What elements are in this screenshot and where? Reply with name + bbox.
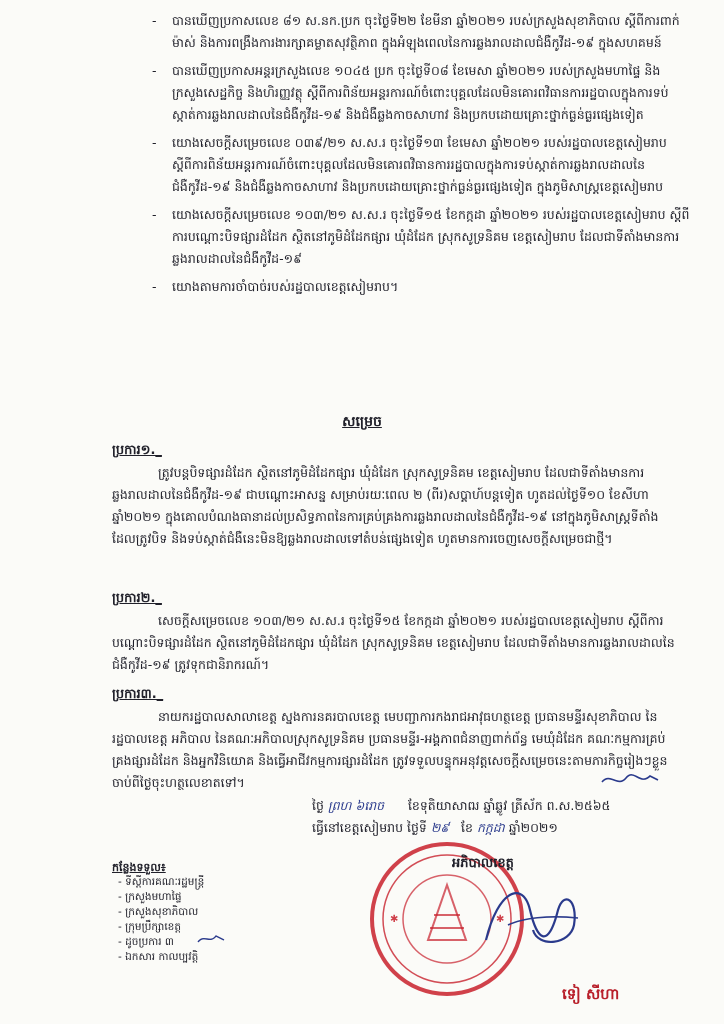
solar-date xyxy=(312,818,558,838)
reference-item: - យោងសេចក្តីសម្រេចលេខ ១០៣/២១ ស.ស.រ ចុះថ្ងៃទី១៥ ខែកក្កដា ឆ្នាំ២០២១ របស់រដ្ឋបាលខេត្តសៀមរាប ស្តីពីការបណ្តោះបិទផ្សារដំដែក ស្ថិតនៅភូមិដំដែកផ្សារ ឃុំដំដែក ស្រុកសូទ្រនិគម ខេត្តសៀមរាប ដែលជាទីតាំងមានការឆ្លងរាលដាលនៃជំងឺកូវីដ-១៩ xyxy=(152,207,690,266)
initial-mark-icon xyxy=(600,770,660,790)
reference-item: - បានឃើញប្រកាសលេខ ៨១ ស.នក.ប្រក ចុះថ្ងៃទី២២ ខែមីនា ឆ្នាំ២០២១ របស់ក្រសួងសុខាភិបាល ស្តីពីការពាក់ម៉ាស់ និងការពង្រឹងការងារក្សាគម្លាតសុវត្ថិភាព ក្នុងអំឡុងពេលនៃការឆ្លងរាលដាលជំងឺកូវីដ-១៩ ក្នុងសហគមន៍ xyxy=(152,13,680,50)
reference-list xyxy=(150,10,690,304)
reference-text: យោងតាមការចាំបាច់របស់រដ្ឋបាលខេត្តសៀមរាប។ xyxy=(172,279,399,294)
recipients-heading: កន្លែងទទួល៖ xyxy=(112,861,166,874)
recipient-item: - ដូចប្រការ ៣ xyxy=(118,936,174,948)
signer-name: ទៀ សីហា xyxy=(562,985,620,1003)
solar-date-month-label: ខែ xyxy=(461,820,473,835)
solar-date-year: ឆ្នាំ២០២១ xyxy=(508,820,558,835)
reference-text: បានឃើញប្រកាសអន្តរក្រសួងលេខ ១០៤៥ ប្រក ចុះថ្ងៃទី០៨ ខែមេសា ឆ្នាំ២០២១ របស់ក្រសួងមហាផ្ទៃ និងក្រសួងសេដ្ឋកិច្ច និងហិរញ្ញវត្ថុ ស្តីពីការពិន័យអន្តរការណ៍ចំពោះបុគ្គលដែលមិនគោរពវិធានការរដ្ឋបាលក្នុងការទប់ស្កាត់ការឆ្លងរាលដាលនៃជំងឺកូវីដ-១៩ និងជំងឺឆ្លងកាចសាហាវ និងប្រកបដោយគ្រោះថ្នាក់ធ្ងន់ធ្ងរផ្សេងទៀត xyxy=(172,63,669,122)
solar-date-prefix: ធ្វើនៅខេត្តសៀមរាប ថ្ងៃទី xyxy=(312,820,427,835)
recipient-initial-icon xyxy=(196,932,226,946)
lunar-date-rest: ខែទុតិយាសាឍ ឆ្នាំឆ្លូវ ត្រីស័ក ព.ស.២៥៦៥ xyxy=(407,798,611,813)
signature-icon xyxy=(478,870,588,960)
article-3-body: នាយករដ្ឋបាលសាលាខេត្ត ស្នងការនគរបាលខេត្ត មេបញ្ជាការកងរាជអាវុធហត្ថខេត្ត ប្រធានមន្ទីរសុខាភិបាល នៃរដ្ឋបាលខេត្ត អភិបាល នៃគណៈអភិបាលស្រុកសូទ្រនិគម ប្រធានមន្ទីរ-អង្គភាពជំនាញពាក់ព័ន្ធ មេឃុំដំដែក គណៈកម្មការគ្រប់គ្រងផ្សារដំដែក និងអ្នកវិនិយោគ និងធ្វើអាជីវកម្មការផ្សារដំដែក ត្រូវទទួលបន្ទុកអនុវត្តសេចក្តីសម្រេចនេះតាមភារកិច្ចរៀងៗខ្លួន ចាប់ពីថ្ងៃចុះហត្ថលេខាតទៅ។ xyxy=(112,709,668,790)
recipient-item: - ក្រុមប្រឹក្សាខេត្ត xyxy=(118,921,182,933)
reference-item: - បានឃើញប្រកាសអន្តរក្រសួងលេខ ១០៤៥ ប្រក ចុះថ្ងៃទី០៨ ខែមេសា ឆ្នាំ២០២១ របស់ក្រសួងមហាផ្ទៃ និងក្រសួងសេដ្ឋកិច្ច និងហិរញ្ញវត្ថុ ស្តីពីការពិន័យអន្តរការណ៍ចំពោះបុគ្គលដែលមិនគោរពវិធានការរដ្ឋបាលក្នុងការទប់ស្កាត់ការឆ្លងរាលដាលនៃជំងឺកូវីដ-១៩ និងជំងឺឆ្លងកាចសាហាវ និងប្រកបដោយគ្រោះថ្នាក់ធ្ងន់ធ្ងរផ្សេងទៀត xyxy=(152,63,669,122)
solar-date-month: កក្កដា xyxy=(476,820,505,835)
svg-text:✱: ✱ xyxy=(390,914,399,925)
svg-text:✱: ✱ xyxy=(496,914,505,925)
reference-text: យោងសេចក្តីសម្រេចលេខ ០៣៩/២១ ស.ស.រ ចុះថ្ងៃទី១៣ ខែមេសា ឆ្នាំ២០២១ របស់រដ្ឋបាលខេត្តសៀមរាប ស្តីពីការពិន័យអន្តរការណ៍ចំពោះបុគ្គលដែលមិនគោរពវិធានការរដ្ឋបាលក្នុងការទប់ស្កាត់ការឆ្លងរាលដាលនៃជំងឺកូវីដ-១៩ និងជំងឺឆ្លងកាចសាហាវ និងប្រកបដោយគ្រោះថ្នាក់ធ្ងន់ធ្ងរផ្សេងទៀត ក្នុងភូមិសាស្ត្រខេត្តសៀមរាប xyxy=(172,135,667,194)
reference-text: បានឃើញប្រកាសលេខ ៨១ ស.នក.ប្រក ចុះថ្ងៃទី២២ ខែមីនា ឆ្នាំ២០២១ របស់ក្រសួងសុខាភិបាល ស្តីពីការពាក់ម៉ាស់ និងការពង្រឹងការងារក្សាគម្លាតសុវត្ថិភាព ក្នុងអំឡុងពេលនៃការឆ្លងរាលដាលជំងឺកូវីដ-១៩ ក្នុងសហគមន៍ xyxy=(172,13,680,50)
position-title: អភិបាលខេត្ត xyxy=(452,856,514,871)
article-2-body: សេចក្តីសម្រេចលេខ ១០៣/២១ ស.ស.រ ចុះថ្ងៃទី១៥ ខែកក្កដា ឆ្នាំ២០២១ របស់រដ្ឋបាលខេត្តសៀមរាប ស្តីពីការបណ្តោះបិទផ្សារដំដែក ស្ថិតនៅភូមិដំដែកផ្សារ ឃុំដំដែក ស្រុកសូទ្រនិគម ខេត្តសៀមរាប ដែលជាទីតាំងមានការឆ្លងរាលដាលនៃជំងឺកូវីដ-១៩ ត្រូវទុកជានិរាករណ៍។ xyxy=(112,613,675,672)
reference-item: - យោងសេចក្តីសម្រេចលេខ ០៣៩/២១ ស.ស.រ ចុះថ្ងៃទី១៣ ខែមេសា ឆ្នាំ២០២១ របស់រដ្ឋបាលខេត្តសៀមរាប ស្តីពីការពិន័យអន្តរការណ៍ចំពោះបុគ្គលដែលមិនគោរពវិធានការរដ្ឋបាលក្នុងការទប់ស្កាត់ការឆ្លងរាលដាលនៃជំងឺកូវីដ-១៩ និងជំងឺឆ្លងកាចសាហាវ និងប្រកបដោយគ្រោះថ្នាក់ធ្ងន់ធ្ងរផ្សេងទៀត ក្នុងភូមិសាស្ត្រខេត្តសៀមរាប xyxy=(152,135,667,194)
reference-item: - យោងតាមការចាំបាច់របស់រដ្ឋបាលខេត្តសៀមរាប។ xyxy=(152,279,399,294)
article-2-heading: ប្រការ២._ xyxy=(112,591,162,606)
lunar-date xyxy=(312,796,610,816)
recipient-item: - ទីស្តីការគណៈរដ្ឋមន្ត្រី xyxy=(118,876,205,888)
decision-title: សម្រេច xyxy=(342,414,382,430)
lunar-date-handwritten: ព្រហ ៦រោច xyxy=(327,798,385,813)
recipient-item: - ក្រសួងសុខាភិបាល xyxy=(118,906,199,918)
recipient-item: - ក្រសួងមហាផ្ទៃ xyxy=(118,891,182,903)
solar-date-day: ២៩ xyxy=(430,820,450,835)
reference-text: យោងសេចក្តីសម្រេចលេខ ១០៣/២១ ស.ស.រ ចុះថ្ងៃទី១៥ ខែកក្កដា ឆ្នាំ២០២១ របស់រដ្ឋបាលខេត្តសៀមរាប ស្តីពីការបណ្តោះបិទផ្សារដំដែក ស្ថិតនៅភូមិដំដែកផ្សារ ឃុំដំដែក ស្រុកសូទ្រនិគម ខេត្តសៀមរាប ដែលជាទីតាំងមានការឆ្លងរាលដាលនៃជំងឺកូវីដ-១៩ xyxy=(172,207,690,266)
lunar-date-prefix: ថ្ងៃ xyxy=(312,798,324,813)
recipients-block xyxy=(112,860,262,965)
article-1-body: ត្រូវបន្តបិទផ្សារដំដែក ស្ថិតនៅភូមិដំដែកផ្សារ ឃុំដំដែក ស្រុកសូទ្រនិគម ខេត្តសៀមរាប ដែលជាទីតាំងមានការឆ្លងរាលដាលនៃជំងឺកូវីដ-១៩ ជាបណ្តោះអាសន្ន សម្រាប់រយៈពេល ២ (ពីរ)សប្តាហ៍បន្តទៀត ហូតដល់ថ្ងៃទី១០ ខែសីហា ឆ្នាំ២០២១ ក្នុងគោលបំណងធានាដល់ប្រសិទ្ធភាពនៃការគ្រប់គ្រងការឆ្លងរាលដាលនៃជំងឺកូវីដ-១៩ នៅក្នុងភូមិសាស្ត្រទីតាំងដែលត្រូវបិទ និងទប់ស្កាត់ជំងឺនេះមិនឱ្យឆ្លងរាលដាលទៅតំបន់ផ្សេងទៀត ហូតមានការចេញសេចក្តីសម្រេចជាថ្មី។ xyxy=(112,465,659,546)
article-3-heading: ប្រការ៣._ xyxy=(112,687,164,702)
article-1-heading: ប្រការ១._ xyxy=(112,443,162,458)
recipient-item: - ឯកសារ កាលប្បវត្តិ xyxy=(118,951,199,963)
